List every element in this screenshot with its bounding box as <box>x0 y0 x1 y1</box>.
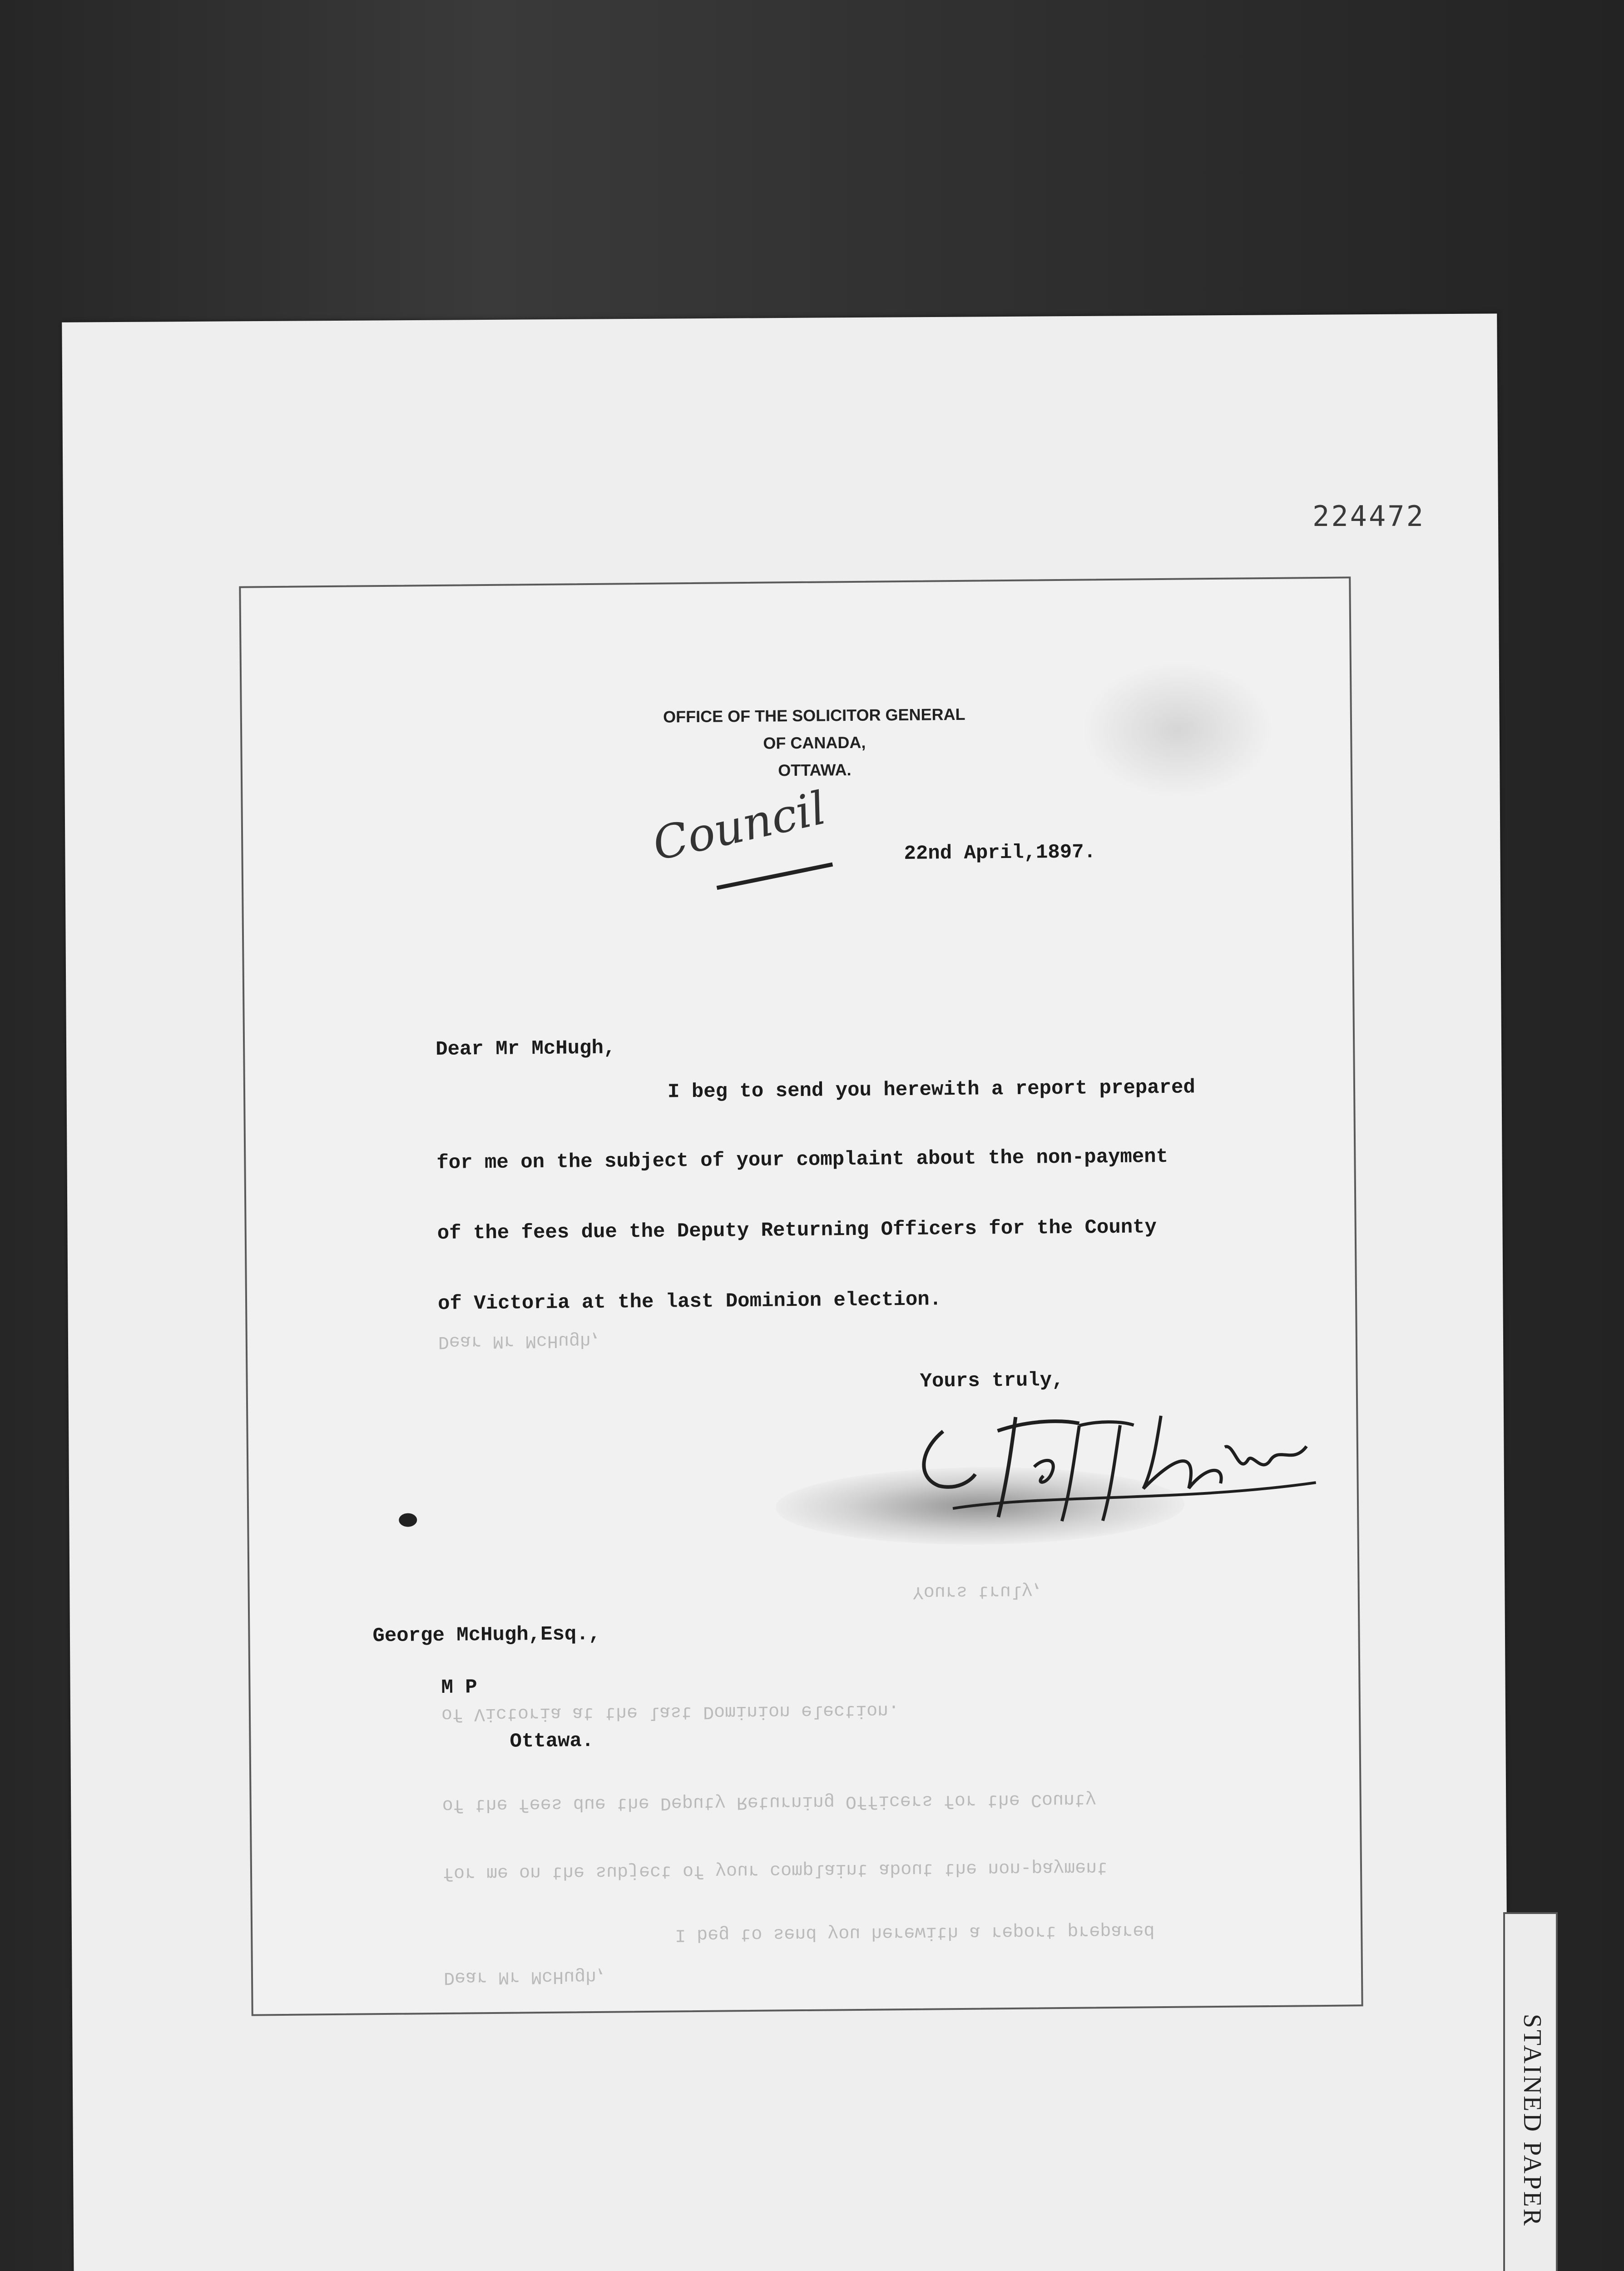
bleed-through-line: for me on the subject of your complaint about the non-payment <box>442 1857 1108 1883</box>
bleed-through-line: I beg to send you herewith a report prepared <box>675 1920 1155 1945</box>
letterhead-line-1: OFFICE OF THE SOLICITOR GENERAL <box>663 704 965 726</box>
addressee-city: Ottawa. <box>510 1730 594 1753</box>
body-line-2: for me on the subject of your complaint about the non-payment <box>436 1145 1168 1175</box>
letterhead-line-3: OTTAWA. <box>778 760 852 780</box>
stain <box>1082 661 1274 799</box>
closing: Yours truly, <box>920 1369 1064 1393</box>
signature-graphic <box>906 1396 1362 1536</box>
body-line-1: I beg to send you herewith a report prepared <box>667 1076 1196 1104</box>
letterhead <box>642 700 988 785</box>
bleed-through-line: Dear Mr McHugh, <box>438 1329 602 1352</box>
stained-paper-tab <box>1503 1912 1558 2271</box>
bleed-through-line: of Victoria at the last Dominion election. <box>441 1700 900 1724</box>
bleed-through-line: Dear Mr McHugh, <box>443 1965 608 1988</box>
handwritten-note: Council <box>648 781 831 871</box>
ink-blot <box>399 1513 417 1527</box>
letter-date: 22nd April,1897. <box>904 841 1096 865</box>
body-line-4: of Victoria at the last Dominion election. <box>437 1288 942 1315</box>
body-line-3: of the fees due the Deputy Returning Officers for the County <box>437 1216 1157 1245</box>
handwritten-underline <box>717 863 833 890</box>
reference-number: 224472 <box>1312 500 1425 533</box>
letter-page <box>239 576 1363 2016</box>
signature <box>906 1396 1362 1536</box>
salutation: Dear Mr McHugh, <box>436 1036 616 1061</box>
letterhead-line-2: OF CANADA, <box>763 733 866 753</box>
addressee-name: George McHugh,Esq., <box>372 1622 601 1648</box>
bleed-through-line: of the fees due the Deputy Returning Officers for the County <box>442 1789 1097 1815</box>
addressee-title: M P <box>441 1676 477 1699</box>
bleed-through-line: Yours truly, <box>912 1580 1044 1602</box>
stained-paper-label: STAINED PAPER <box>1518 2013 1546 2228</box>
